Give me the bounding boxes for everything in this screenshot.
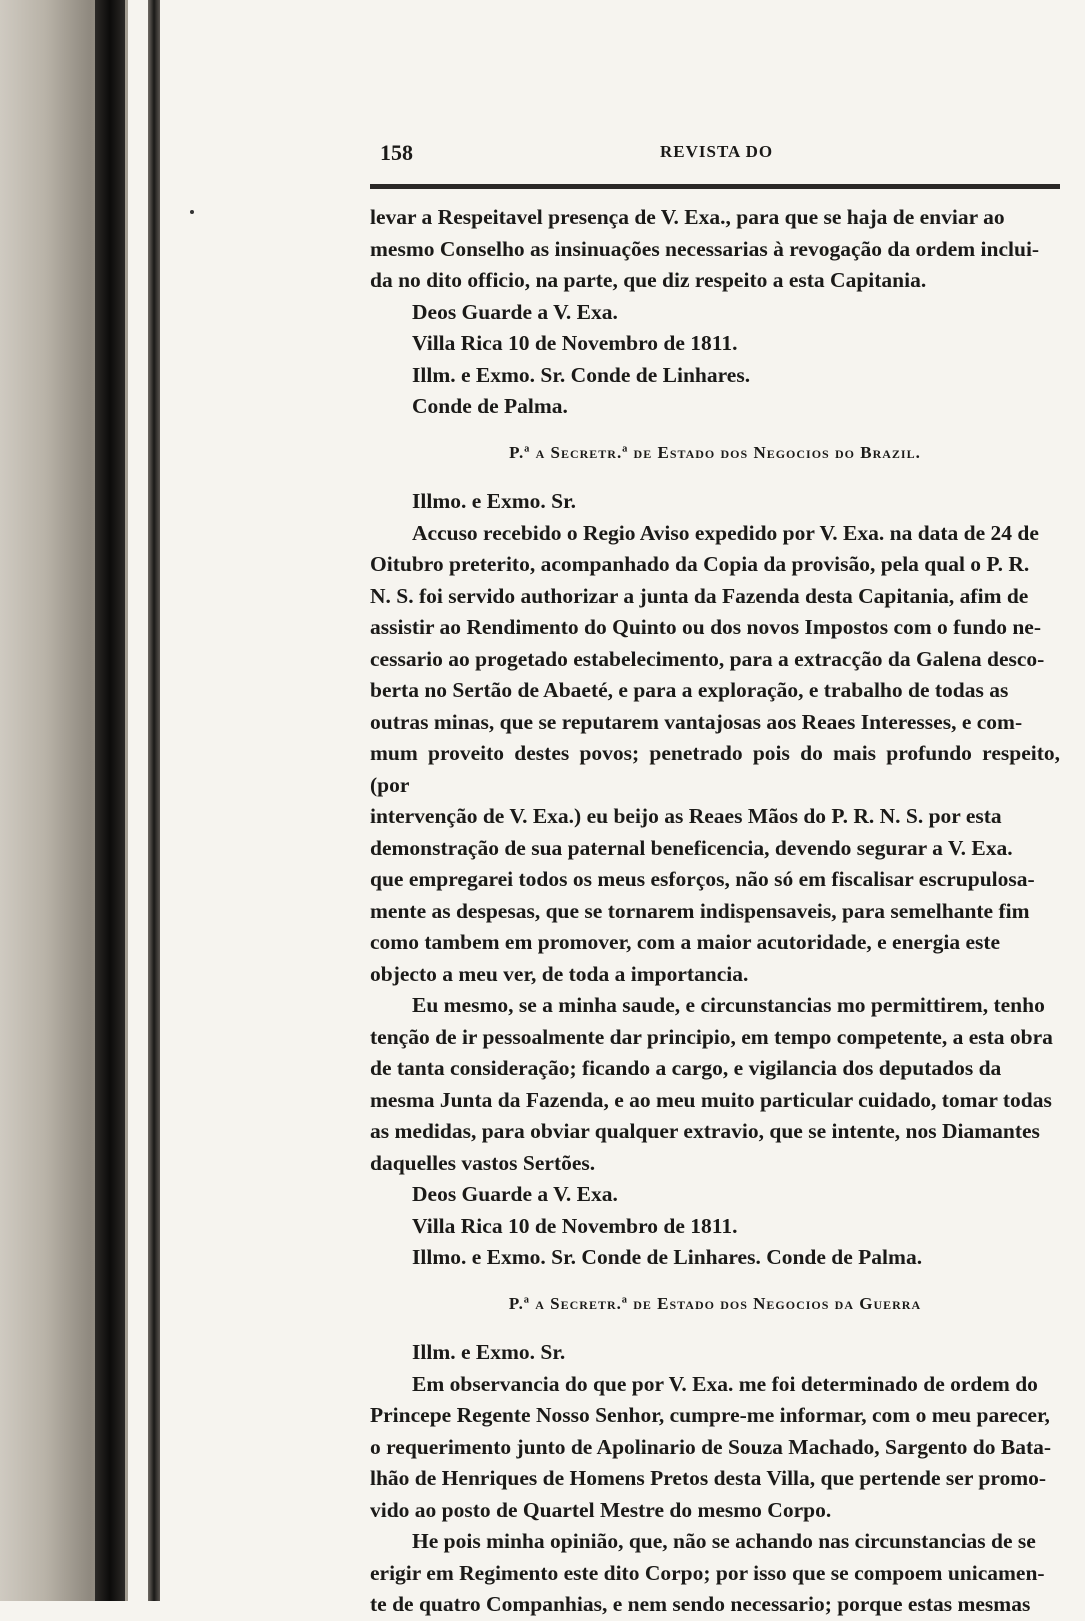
text-line: tenção de ir pessoalmente dar principio, em tempo competente, a esta obra <box>370 1024 1053 1049</box>
text-line: de tanta consideração; ficando a cargo, e vigilancia dos deputados da <box>370 1056 1002 1080</box>
text-line: mesma Junta da Fazenda, e ao meu muito particular cuidado, tomar todas <box>370 1087 1052 1112</box>
paragraph <box>370 1369 1060 1527</box>
closing-line: Conde de Palma. <box>412 394 568 418</box>
salutation: Illm. e Exmo. Sr. <box>412 1340 566 1364</box>
text-line: N. S. foi servido authorizar a junta da Fazenda desta Capitania, afim de <box>370 583 1029 608</box>
running-head: REVISTA DO <box>660 142 774 161</box>
text-line: assistir ao Rendimento do Quinto ou dos novos Impostos com o fundo ne- <box>370 615 1041 639</box>
text-line: erigir em Regimento este dito Corpo; por isso que se compoem unicamen- <box>370 1560 1045 1585</box>
page-body <box>370 202 1060 1621</box>
text-line: mesmo Conselho as insinuações necessarias à revogação da ordem inclui- <box>370 236 1040 261</box>
continuation-paragraph <box>370 202 1060 297</box>
closing-line: Illm. e Exmo. Sr. Conde de Linhares. <box>412 362 751 387</box>
text-line: te de quatro Companhias, e nem sendo necessario; porque estas mesmas <box>370 1592 1031 1616</box>
text-line: vido ao posto de Quartel Mestre do mesmo Corpo. <box>370 1497 832 1522</box>
text-line: demonstração de sua paternal beneficencia, devendo segurar a V. Exa. <box>370 835 1013 860</box>
text-line: Oitubro preterito, acompanhado da Copia da provisão, pela qual o P. R. <box>370 552 1030 576</box>
text-line: as medidas, para obviar qualquer extravio, que se intente, nos Diamantes <box>370 1119 1040 1143</box>
closing-line: Illmo. e Exmo. Sr. Conde de Linhares. Conde de Palma. <box>412 1245 923 1269</box>
book-spine-shadow <box>95 0 125 1601</box>
text-line: mum proveito destes povos; penetrado pois do mais profundo respeito, (por <box>370 741 1060 797</box>
ink-speck <box>190 210 194 214</box>
letter-closing <box>370 297 1060 423</box>
paragraph <box>370 518 1060 991</box>
paragraph <box>370 1526 1060 1621</box>
section-title: P.ª a Secretr.ª de Estado dos Negocios da Guerra <box>508 1293 922 1313</box>
document-page <box>370 140 1060 1616</box>
text-line: Eu mesmo, se a minha saude, e circunstancias mo permittirem, tenho <box>412 993 1045 1017</box>
text-line: que empregarei todos os meus esforços, não só em fiscalisar escrupulosa- <box>370 867 1035 891</box>
text-line: intervenção de V. Exa.) eu beijo as Reaes Mãos do P. R. N. S. por esta <box>370 804 1002 828</box>
page-gutter-shadow <box>148 0 160 1601</box>
text-line: levar a Respeitavel presença de V. Exa., para que se haja de enviar ao <box>370 205 1005 229</box>
header-rule <box>370 184 1060 189</box>
text-line: Em observancia do que por V. Exa. me foi determinado de ordem do <box>412 1371 1038 1396</box>
closing-line: Deos Guarde a V. Exa. <box>412 299 618 324</box>
text-line: daquelles vastos Sertões. <box>370 1150 596 1175</box>
text-line: da no dito officio, na parte, que diz respeito a esta Capitania. <box>370 268 927 292</box>
text-line: o requerimento junto de Apolinario de Souza Machado, Sargento do Bata- <box>370 1434 1052 1459</box>
text-line: objecto a meu ver, de toda a importancia. <box>370 961 749 986</box>
closing-line: Villa Rica 10 de Novembro de 1811. <box>412 331 738 355</box>
text-line: Accuso recebido o Regio Aviso expedido por V. Exa. na data de 24 de <box>412 520 1039 545</box>
text-line: como tambem em promover, com a maior acutoridade, e energia este <box>370 930 1001 954</box>
text-line: outras minas, que se reputarem vantajosas aos Reaes Interesses, e com- <box>370 709 1023 734</box>
text-line: berta no Sertão de Abaeté, e para a exploração, e trabalho de todas as <box>370 678 1009 702</box>
letter-closing <box>370 1179 1060 1274</box>
page-header <box>370 140 1060 172</box>
text-line: cessario ao progetado estabelecimento, para a extracção da Galena desco- <box>370 646 1045 671</box>
page-number: 158 <box>380 140 413 165</box>
section-title: P.ª a Secretr.ª de Estado dos Negocios do Brazil. <box>509 442 921 462</box>
closing-line: Villa Rica 10 de Novembro de 1811. <box>412 1213 738 1238</box>
salutation: Illmo. e Exmo. Sr. <box>412 489 577 513</box>
paragraph <box>370 990 1060 1179</box>
text-line: Princepe Regente Nosso Senhor, cumpre-me informar, com o meu parecer, <box>370 1403 1050 1427</box>
text-line: He pois minha opinião, que, não se achando nas circunstancias de se <box>412 1529 1036 1553</box>
text-line: lhão de Henriques de Homens Pretos desta Villa, que pertende ser promo- <box>370 1466 1047 1490</box>
closing-line: Deos Guarde a V. Exa. <box>412 1182 618 1206</box>
text-line: mente as despesas, que se tornarem indispensaveis, para semelhante fim <box>370 898 1030 923</box>
